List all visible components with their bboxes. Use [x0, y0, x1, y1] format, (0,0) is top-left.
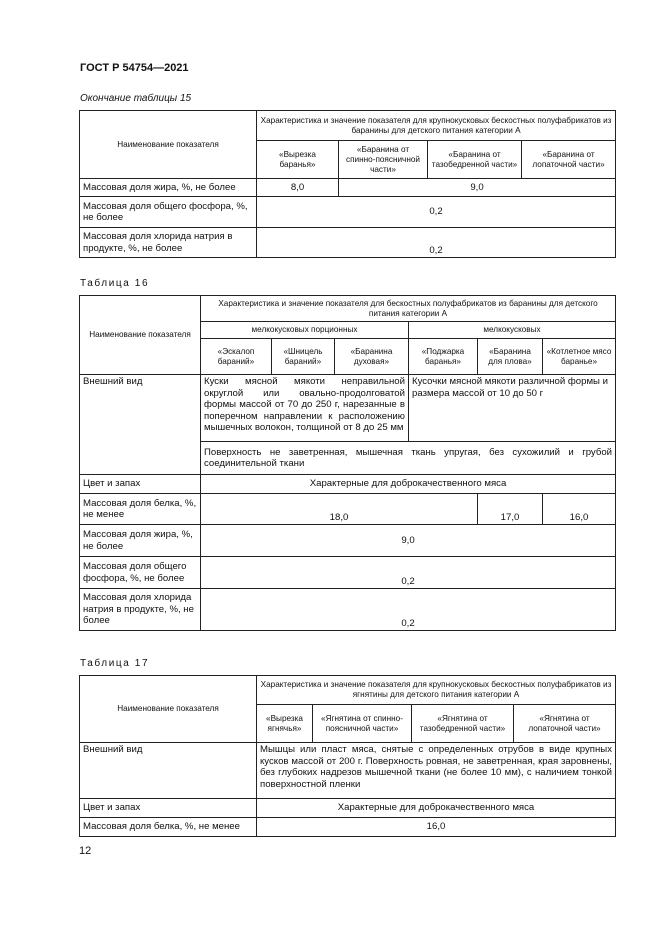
column-header: «Баранина от спинно-поясничной части» [339, 141, 428, 179]
subgroup-header: мелкокусковых порционных [201, 322, 409, 339]
cell-value: Кусочки мясной мякоти различной формы и размера массой от 10 до 50 г [409, 375, 616, 442]
cell-value: 16,0 [257, 818, 616, 837]
column-header: «Ягнятина от спинно-поясничной части» [313, 705, 412, 743]
column-header: «Котлетное мясо баранье» [543, 339, 616, 375]
cell-value: 9,0 [339, 179, 616, 197]
page-number: 12 [79, 845, 92, 857]
group-header: Характеристика и значение показателя для крупнокусковых бескостных полуфабрикатов из баранины для детского питания категории А [257, 111, 616, 141]
row-label: Массовая доля общего фосфора, %, не более [80, 557, 201, 589]
group-header: Характеристика и значение показателя для бескостных полуфабрикатов из баранины для детского питания категории А [201, 296, 616, 322]
row-label: Массовая доля жира, %, не более [80, 179, 257, 197]
table17-caption: Таблица 17 [80, 658, 150, 669]
column-header: «Эскалоп бараний» [201, 339, 272, 375]
column-header: «Вырезка баранья» [257, 141, 339, 179]
column-header: «Баранина для плова» [478, 339, 543, 375]
param-header: Наименование показателя [80, 111, 257, 179]
cell-value: 0,2 [201, 557, 616, 589]
row-label: Массовая доля белка, %, не менее [80, 818, 257, 837]
param-header: Наименование показателя [80, 296, 201, 375]
cell-value: Характерные для доброкачественного мяса [257, 799, 616, 818]
row-label: Внешний вид [80, 375, 201, 475]
cell-value: 17,0 [478, 494, 543, 525]
row-label: Массовая доля жира, %, не более [80, 525, 201, 557]
cell-value: Характерные для доброкачественного мяса [201, 475, 616, 494]
column-header: «Шницель бараний» [272, 339, 335, 375]
row-label: Цвет и запах [80, 799, 257, 818]
group-header: Характеристика и значение показателя для крупнокусковых бескостных полуфабрикатов из ягнятины для детского питания категории А [257, 676, 616, 705]
cell-value: Куски мясной мякоти неправильной округлой или овально-продолговатой формы массой от 70 до 250 г, нарезанные в поперечном направлении к расположению мышечных волокон, толщиной от 8 до 25 мм [201, 375, 409, 442]
cell-value: Мышцы или пласт мяса, снятые с определенных отрубов в виде крупных кусков массой от 200 г. Поверхность ровная, не заветренная, края заровнены, без глубоких надрезов мышечной ткани (не более 10 мм), с наличием тонкой поверхностной пленки [257, 743, 616, 799]
row-label: Внешний вид [80, 743, 257, 799]
column-header: «Ягнятина от лопаточной части» [514, 705, 616, 743]
cell-value: 16,0 [543, 494, 616, 525]
row-label: Массовая доля общего фосфора, %, не более [80, 197, 257, 228]
subgroup-header: мелкокусковых [409, 322, 616, 339]
cell-value: 8,0 [257, 179, 339, 197]
table15-caption: Окончание таблицы 15 [80, 93, 192, 104]
table-16 [79, 295, 616, 631]
cell-value: Поверхность не заветренная, мышечная ткань упругая, без сухожилий и грубой соединительной ткани [201, 442, 616, 475]
column-header: «Поджарка баранья» [409, 339, 478, 375]
cell-value: 18,0 [201, 494, 478, 525]
cell-value: 0,2 [201, 589, 616, 631]
table16-caption: Таблица 16 [80, 278, 150, 289]
column-header: «Баранина духовая» [335, 339, 409, 375]
row-label: Массовая доля белка, %, не менее [80, 494, 201, 525]
column-header: «Баранина от тазобедренной части» [428, 141, 522, 179]
column-header: «Баранина от лопаточной части» [522, 141, 616, 179]
column-header: «Ягнятина от тазобедренной части» [412, 705, 514, 743]
table-17 [79, 675, 616, 837]
row-label: Массовая доля хлорида натрия в продукте, %, не более [80, 228, 257, 258]
cell-value: 0,2 [257, 228, 616, 258]
cell-value: 0,2 [257, 197, 616, 228]
document-header: ГОСТ Р 54754—2021 [80, 62, 189, 74]
param-header: Наименование показателя [80, 676, 257, 743]
row-label: Цвет и запах [80, 475, 201, 494]
row-label: Массовая доля хлорида натрия в продукте, %, не более [80, 589, 201, 631]
column-header: «Вырезка ягнячья» [257, 705, 313, 743]
cell-value: 9,0 [201, 525, 616, 557]
table-15 [79, 110, 616, 258]
